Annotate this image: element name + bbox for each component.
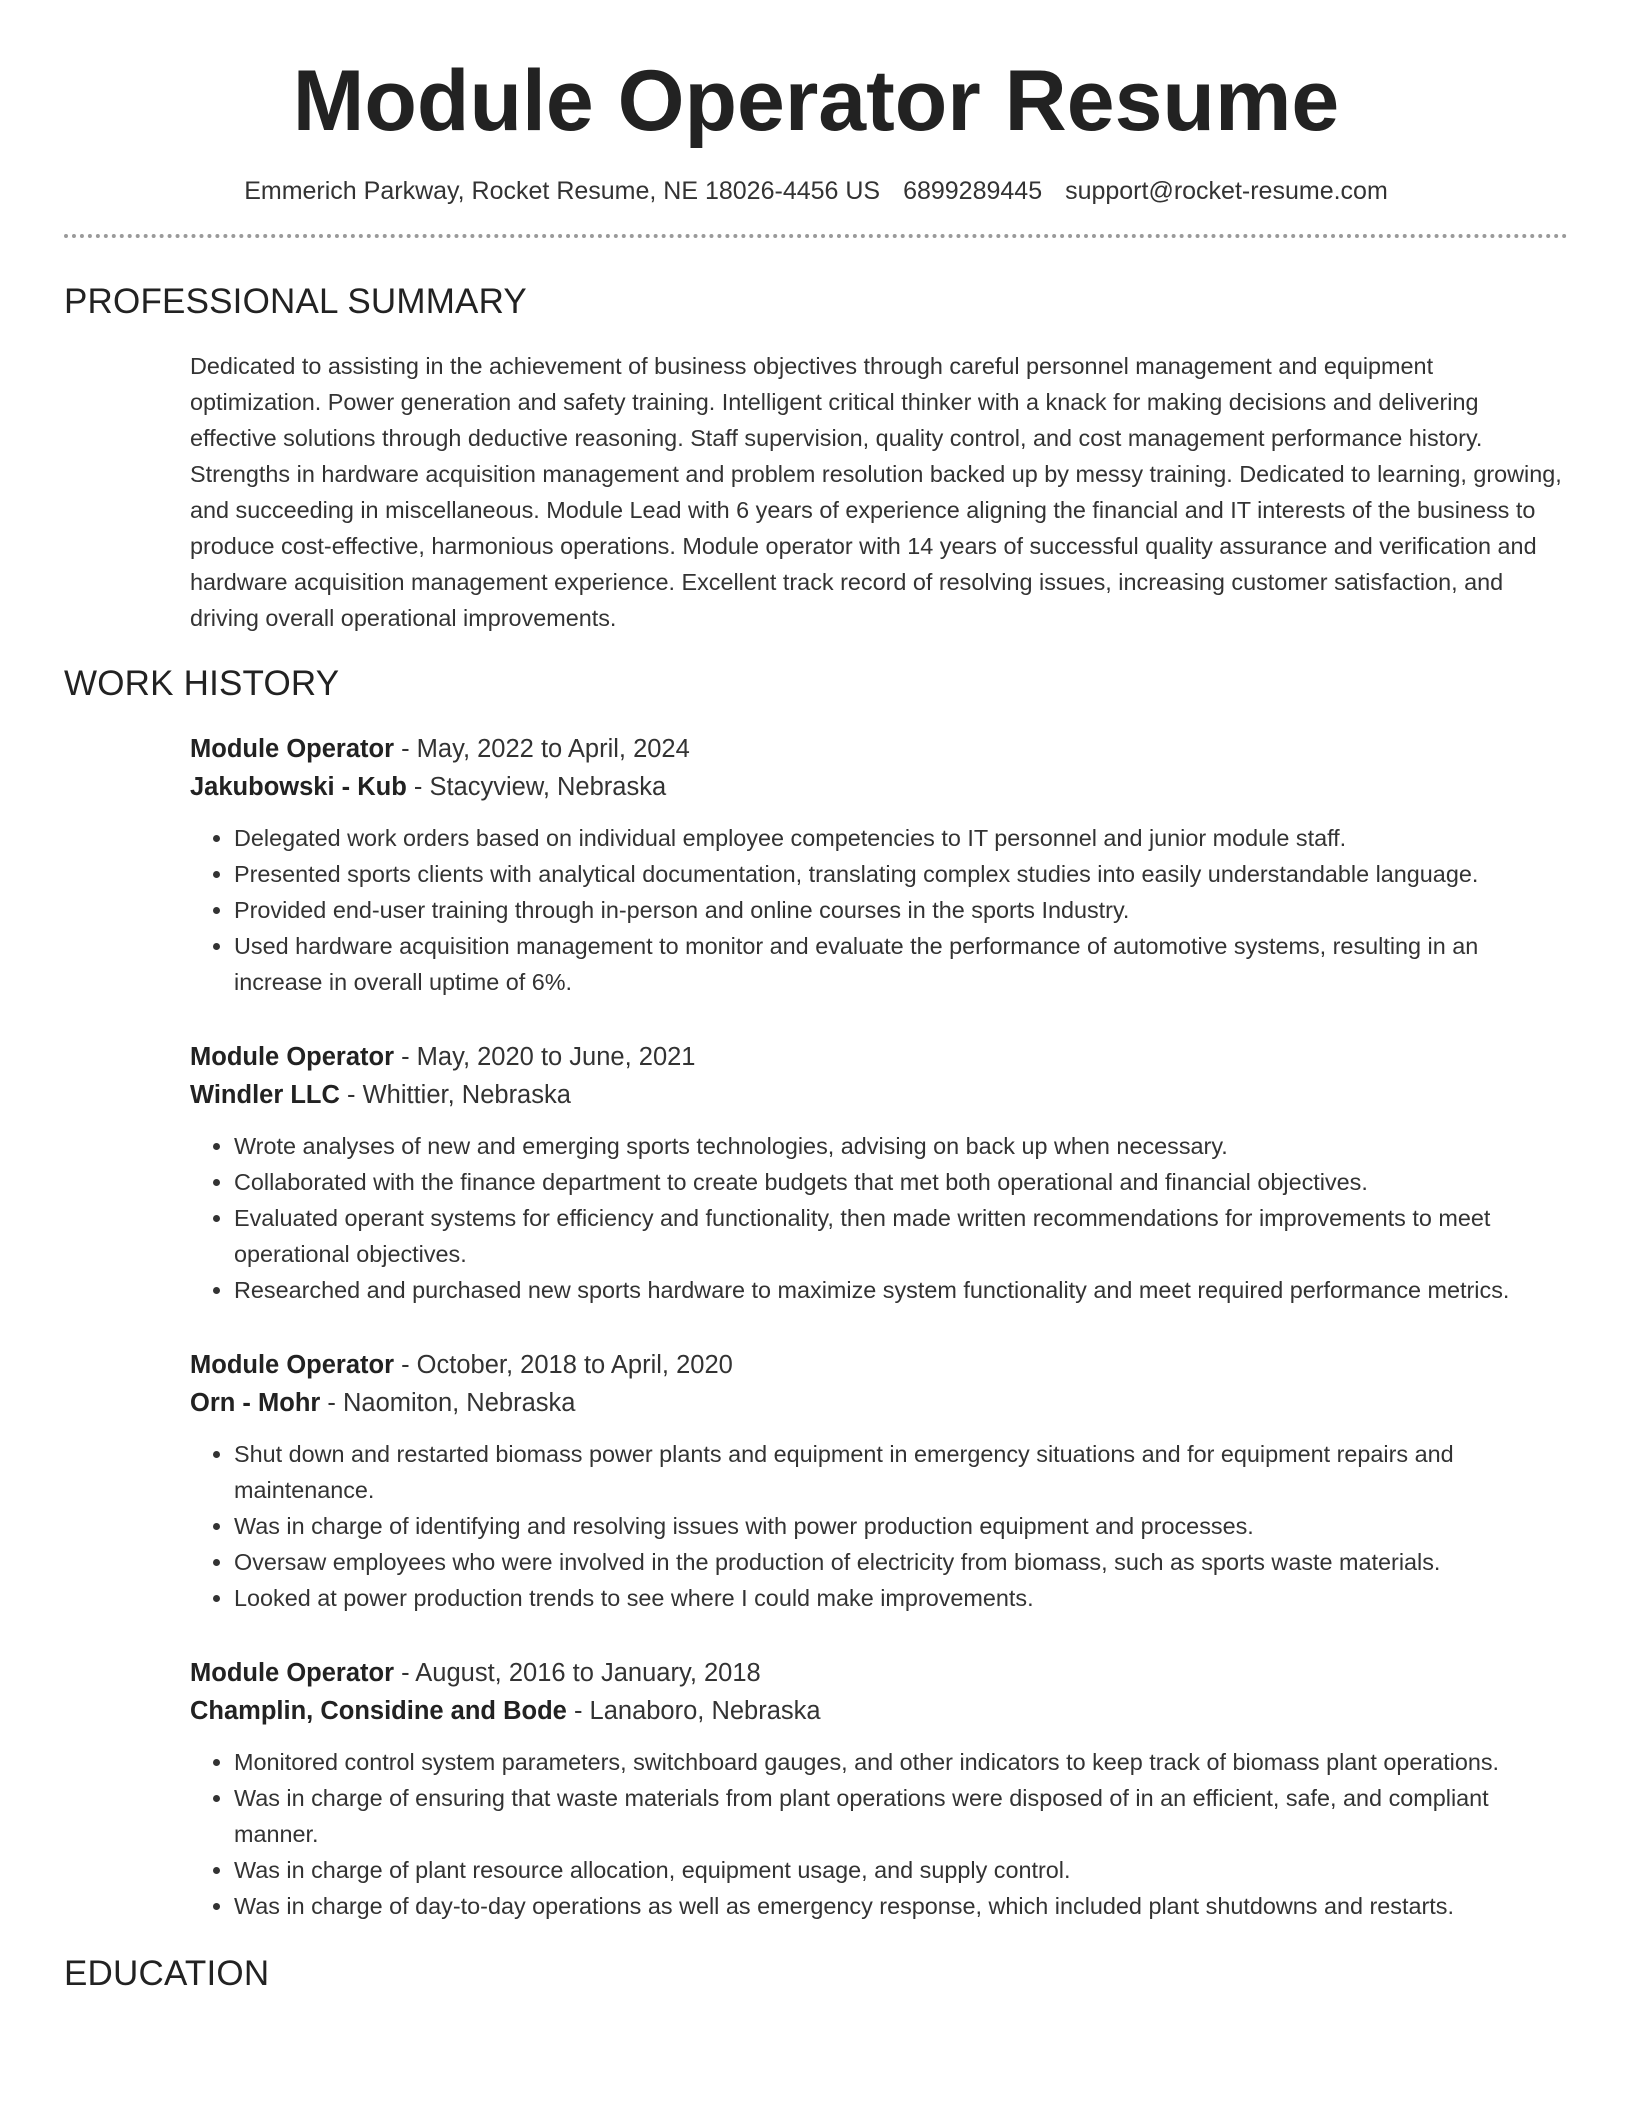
work-history-section <box>64 664 1568 1924</box>
contact-address: Emmerich Parkway, Rocket Resume, NE 18026-4456 US <box>244 176 881 205</box>
job-location: - Stacyview, Nebraska <box>406 772 667 801</box>
contact-email: support@rocket-resume.com <box>1065 176 1388 205</box>
summary-section <box>64 282 1568 636</box>
job-company: Champlin, Considine and Bode <box>190 1696 567 1725</box>
job-entry <box>190 730 1568 1000</box>
job-bullet: • Wrote analyses of new and emerging sports technologies, advising on back up when necessary. <box>234 1128 1568 1164</box>
job-role: Module Operator <box>190 1042 395 1071</box>
job-bullet: • Was in charge of ensuring that waste materials from plant operations were disposed of in an efficient, safe, and compliant manner. <box>234 1780 1568 1852</box>
contact-phone: 6899289445 <box>903 176 1043 205</box>
job-company: Jakubowski - Kub <box>190 772 407 801</box>
job-company: Orn - Mohr <box>190 1388 321 1417</box>
contact-line <box>64 177 1568 206</box>
job-role: Module Operator <box>190 1658 395 1687</box>
job-bullet: • Presented sports clients with analytical documentation, translating complex studies into easily understandable language. <box>234 856 1568 892</box>
header-divider <box>64 234 1568 238</box>
education-heading: EDUCATION <box>64 1953 270 1993</box>
summary-text: Dedicated to assisting in the achievement of business objectives through careful personnel management and equipment optimization. Power generation and safety training. Intelligent critical thinker with a knack for making decisions and delivering effective solutions through deductive reasoning. Staff supervision, quality control, and cost management performance history. Strengths in hardware acquisition management and problem resolution backed up by messy training. Dedicated to learning, growing, and succeeding in miscellaneous. Module Lead with 6 years of experience aligning the financial and IT interests of the business to produce cost-effective, harmonious operations. Module operator with 14 years of successful quality assurance and verification and hardware acquisition management experience. Excellent track record of resolving issues, increasing customer satisfaction, and driving overall operational improvements. <box>190 352 1562 631</box>
job-title-line <box>190 730 1568 768</box>
job-bullets <box>190 1436 1568 1616</box>
job-location: - Lanaboro, Nebraska <box>566 1696 821 1725</box>
job-company: Windler LLC <box>190 1080 340 1109</box>
job-bullet: • Was in charge of day-to-day operations as well as emergency response, which included plant shutdowns and restarts. <box>234 1888 1568 1924</box>
job-bullet: • Evaluated operant systems for efficiency and functionality, then made written recommendations for improvements to meet operational objectives. <box>234 1200 1568 1272</box>
education-section <box>64 1954 1568 1994</box>
job-bullet: • Shut down and restarted biomass power plants and equipment in emergency situations and for equipment repairs and maintenance. <box>234 1436 1568 1508</box>
job-bullet: • Collaborated with the finance department to create budgets that met both operational and financial objectives. <box>234 1164 1568 1200</box>
job-bullets <box>190 1744 1568 1924</box>
job-title-line <box>190 1654 1568 1692</box>
job-location: - Whittier, Nebraska <box>339 1080 571 1109</box>
job-entry <box>190 1346 1568 1616</box>
job-bullet: • Oversaw employees who were involved in the production of electricity from biomass, such as sports waste materials. <box>234 1544 1568 1580</box>
job-bullet: • Looked at power production trends to see where I could make improvements. <box>234 1580 1568 1616</box>
summary-heading: PROFESSIONAL SUMMARY <box>64 281 527 321</box>
job-role: Module Operator <box>190 1350 395 1379</box>
job-dates: - May, 2020 to June, 2021 <box>394 1042 696 1071</box>
job-dates: - August, 2016 to January, 2018 <box>394 1658 761 1687</box>
job-dates: - October, 2018 to April, 2020 <box>394 1350 733 1379</box>
job-company-line <box>190 1692 1568 1730</box>
job-bullet: • Provided end-user training through in-person and online courses in the sports Industry. <box>234 892 1568 928</box>
job-bullets <box>190 820 1568 1000</box>
job-dates: - May, 2022 to April, 2024 <box>394 734 690 763</box>
job-location: - Naomiton, Nebraska <box>320 1388 576 1417</box>
job-bullets <box>190 1128 1568 1308</box>
resume-title: Module Operator Resume <box>292 53 1340 149</box>
job-bullet: • Was in charge of plant resource allocation, equipment usage, and supply control. <box>234 1852 1568 1888</box>
job-bullet: • Researched and purchased new sports hardware to maximize system functionality and meet required performance metrics. <box>234 1272 1568 1308</box>
job-bullet: • Was in charge of identifying and resolving issues with power production equipment and processes. <box>234 1508 1568 1544</box>
job-entry <box>190 1038 1568 1308</box>
work-history-heading: WORK HISTORY <box>64 663 340 703</box>
job-entry <box>190 1654 1568 1924</box>
job-bullet: • Delegated work orders based on individual employee competencies to IT personnel and junior module staff. <box>234 820 1568 856</box>
job-company-line <box>190 768 1568 806</box>
job-role: Module Operator <box>190 734 395 763</box>
job-company-line <box>190 1384 1568 1422</box>
job-bullet: • Used hardware acquisition management to monitor and evaluate the performance of automotive systems, resulting in an increase in overall uptime of 6%. <box>234 928 1568 1000</box>
job-title-line <box>190 1038 1568 1076</box>
job-company-line <box>190 1076 1568 1114</box>
job-title-line <box>190 1346 1568 1384</box>
job-bullet: • Monitored control system parameters, switchboard gauges, and other indicators to keep track of biomass plant operations. <box>234 1744 1568 1780</box>
